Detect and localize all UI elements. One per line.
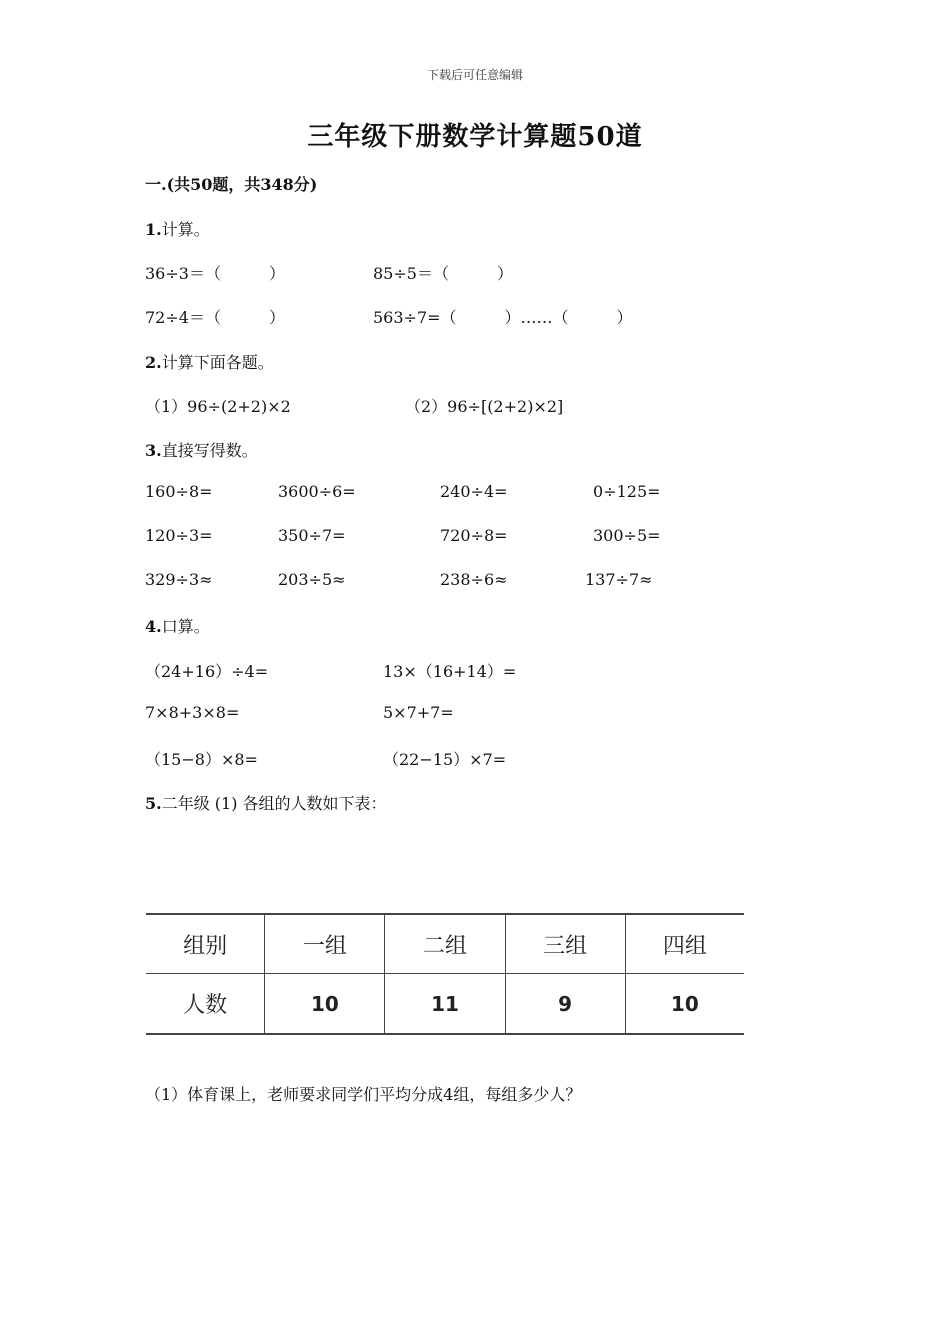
- table-cell: 11: [385, 974, 505, 1035]
- q4-item: （15−8）×8=: [145, 750, 258, 769]
- table-cell: 9: [505, 974, 625, 1035]
- question-5-heading: [145, 791, 387, 814]
- question-1-label: 计算。: [161, 220, 210, 239]
- question-5-number: 5.: [145, 794, 162, 813]
- question-2-number: 2.: [145, 353, 162, 372]
- q1-item: 85÷5＝（ ）: [373, 264, 513, 283]
- header-note: 下载后可任意编辑: [426, 68, 523, 82]
- table-header-row: [146, 914, 744, 974]
- section-heading: 一.(共50题，共348分): [145, 175, 318, 194]
- question-4-number: 4.: [145, 617, 162, 636]
- question-1-number: 1.: [145, 220, 162, 239]
- question-1-heading: [145, 217, 210, 240]
- question-5-sub-1: （1）体育课上，老师要求同学们平均分成4组，每组多少人？: [145, 1085, 582, 1104]
- q3-item: 3600÷6=: [278, 482, 356, 501]
- question-3-number: 3.: [145, 441, 162, 460]
- q3-item: 238÷6≈: [440, 570, 508, 589]
- table-row: [146, 974, 744, 1035]
- q3-item: 120÷3=: [145, 526, 213, 545]
- table-cell: 组别: [146, 914, 265, 974]
- table-cell: 一组: [265, 914, 385, 974]
- page-title: 三年级下册数学计算题50道: [307, 122, 643, 152]
- question-3-label: 直接写得数。: [161, 441, 258, 460]
- question-4-label: 口算。: [161, 617, 210, 636]
- table-cell: 四组: [625, 914, 744, 974]
- q3-item: 329÷3≈: [145, 570, 213, 589]
- q4-item: （22−15）×7=: [383, 750, 507, 769]
- q2-item: （2）96÷[(2+2)×2]: [405, 397, 564, 416]
- question-4-heading: [145, 614, 210, 637]
- group-count-table: [146, 913, 744, 1035]
- q3-item: 350÷7=: [278, 526, 346, 545]
- question-5-label: 二年级 (1) 各组的人数如下表：: [161, 794, 387, 813]
- q4-item: 7×8+3×8=: [145, 703, 240, 722]
- q4-item: 5×7+7=: [383, 703, 454, 722]
- table-cell: 10: [625, 974, 744, 1035]
- q1-item: 563÷7=（ ）……（ ）: [373, 308, 633, 327]
- q4-item: （24+16）÷4=: [145, 662, 269, 681]
- q4-item: 13×（16+14）=: [383, 662, 517, 681]
- q2-item: （1）96÷(2+2)×2: [145, 397, 291, 416]
- q3-item: 720÷8=: [440, 526, 508, 545]
- question-3-heading: [145, 438, 258, 461]
- table-cell: 三组: [505, 914, 625, 974]
- q1-item: 72÷4＝（ ）: [145, 308, 285, 327]
- q3-item: 137÷7≈: [585, 570, 653, 589]
- q3-item: 0÷125=: [593, 482, 661, 501]
- question-2-label: 计算下面各题。: [161, 353, 274, 372]
- q3-item: 203÷5≈: [278, 570, 346, 589]
- question-2-heading: [145, 350, 274, 373]
- table-cell: 10: [265, 974, 385, 1035]
- q1-item: 36÷3＝（ ）: [145, 264, 285, 283]
- q3-item: 160÷8=: [145, 482, 213, 501]
- table-cell: 人数: [146, 974, 265, 1035]
- q3-item: 300÷5=: [593, 526, 661, 545]
- table-cell: 二组: [385, 914, 505, 974]
- q3-item: 240÷4=: [440, 482, 508, 501]
